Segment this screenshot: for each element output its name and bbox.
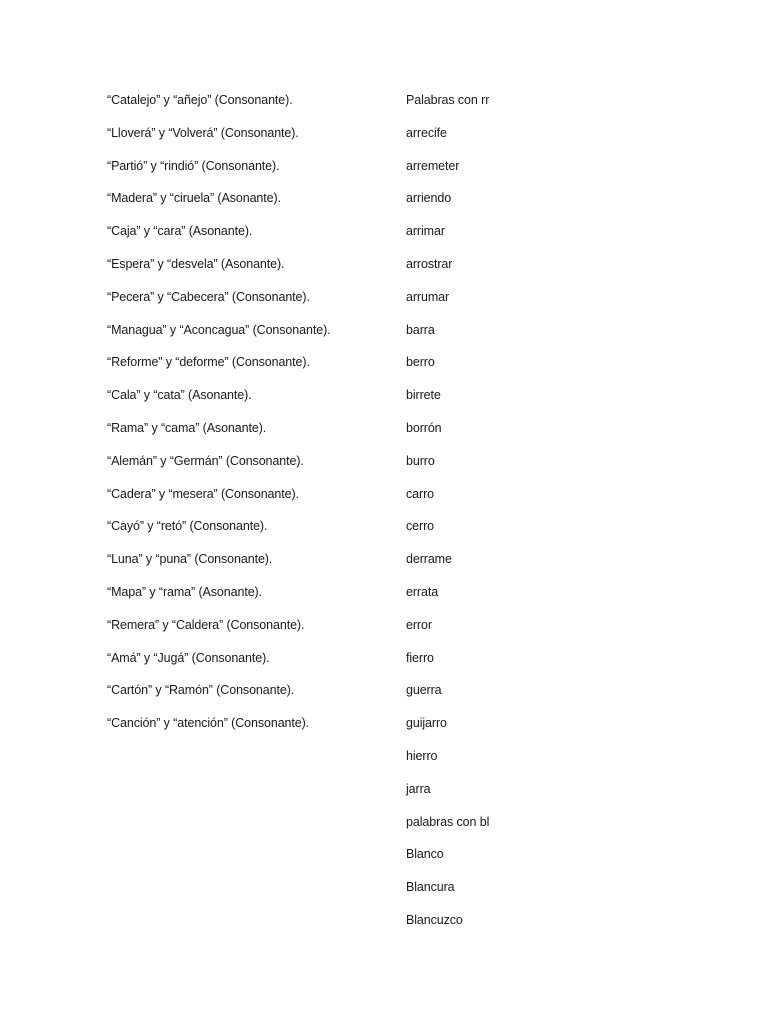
rhyme-pair-line: “Managua” y “Aconcagua” (Consonante). (107, 322, 331, 337)
rhyme-pair-line: “Remera” y “Caldera” (Consonante). (107, 617, 305, 632)
word-list-heading-rr: Palabras con rr (406, 93, 490, 107)
rhyme-pair-line: “Catalejo” y “añejo” (Consonante). (107, 93, 293, 107)
word-item: Blancuzco (406, 912, 463, 927)
rhyme-pair-line: “Madera” y “ciruela” (Asonante). (107, 191, 281, 206)
word-item: guijarro (406, 716, 447, 731)
word-item: borrón (406, 420, 442, 435)
rhyme-pair-line: “Rama” y “cama” (Asonante). (107, 420, 267, 435)
rhyme-pair-line: “Partió” y “rindió” (Consonante). (107, 158, 280, 173)
rhyme-pair-line: “Pecera” y “Cabecera” (Consonante). (107, 289, 310, 304)
word-item: guerra (406, 683, 442, 698)
word-item: Blancura (406, 880, 455, 895)
word-item: burro (406, 453, 435, 468)
word-item: berro (406, 355, 435, 370)
rhyme-pair-line: “Cartón” y “Ramón” (Consonante). (107, 683, 295, 698)
word-item: errata (406, 584, 439, 599)
word-item: jarra (406, 781, 431, 796)
word-item: arrimar (406, 224, 445, 239)
rhyme-pair-line: “Canción” y “atención” (Consonante). (107, 716, 310, 731)
word-item: arriendo (406, 191, 452, 206)
rhyme-pair-line: “Luna” y “puna” (Consonante). (107, 552, 273, 567)
word-item: carro (406, 486, 434, 501)
rhyme-pair-line: “Cayó” y “retó” (Consonante). (107, 519, 268, 534)
word-item: arrostrar (406, 256, 453, 271)
rhyme-pair-line: “Amá” y “Jugá” (Consonante). (107, 650, 270, 665)
rhyme-pairs-list (107, 89, 387, 745)
rhyme-pair-line: “Espera” y “desvela” (Asonante). (107, 256, 285, 271)
rhyme-pair-line: “Mapa” y “rama” (Asonante). (107, 584, 262, 599)
rhyme-pair-line: “Cala” y “cata” (Asonante). (107, 388, 252, 403)
word-item: fierro (406, 650, 434, 665)
word-list-heading-bl: palabras con bl (406, 814, 490, 829)
rhyme-pair-line: “Cadera” y “mesera” (Consonante). (107, 486, 299, 501)
rhyme-pair-line: “Reforme” y “deforme” (Consonante). (107, 355, 310, 370)
word-item: cerro (406, 519, 434, 534)
word-item: barra (406, 322, 435, 337)
rhyme-pair-line: “Alemán” y “Germán” (Consonante). (107, 453, 304, 468)
word-item: derrame (406, 552, 452, 567)
rhyme-pair-line: “Lloverá” y “Volverá” (Consonante). (107, 125, 299, 140)
rhyme-pair-line: “Caja” y “cara” (Asonante). (107, 224, 253, 239)
word-item: Blanco (406, 847, 444, 862)
word-item: error (406, 617, 432, 632)
word-item: arrumar (406, 289, 450, 304)
word-item: arremeter (406, 158, 460, 173)
word-item: birrete (406, 388, 441, 403)
word-item: arrecife (406, 125, 447, 140)
word-list (406, 89, 706, 942)
word-item: hierro (406, 748, 438, 763)
